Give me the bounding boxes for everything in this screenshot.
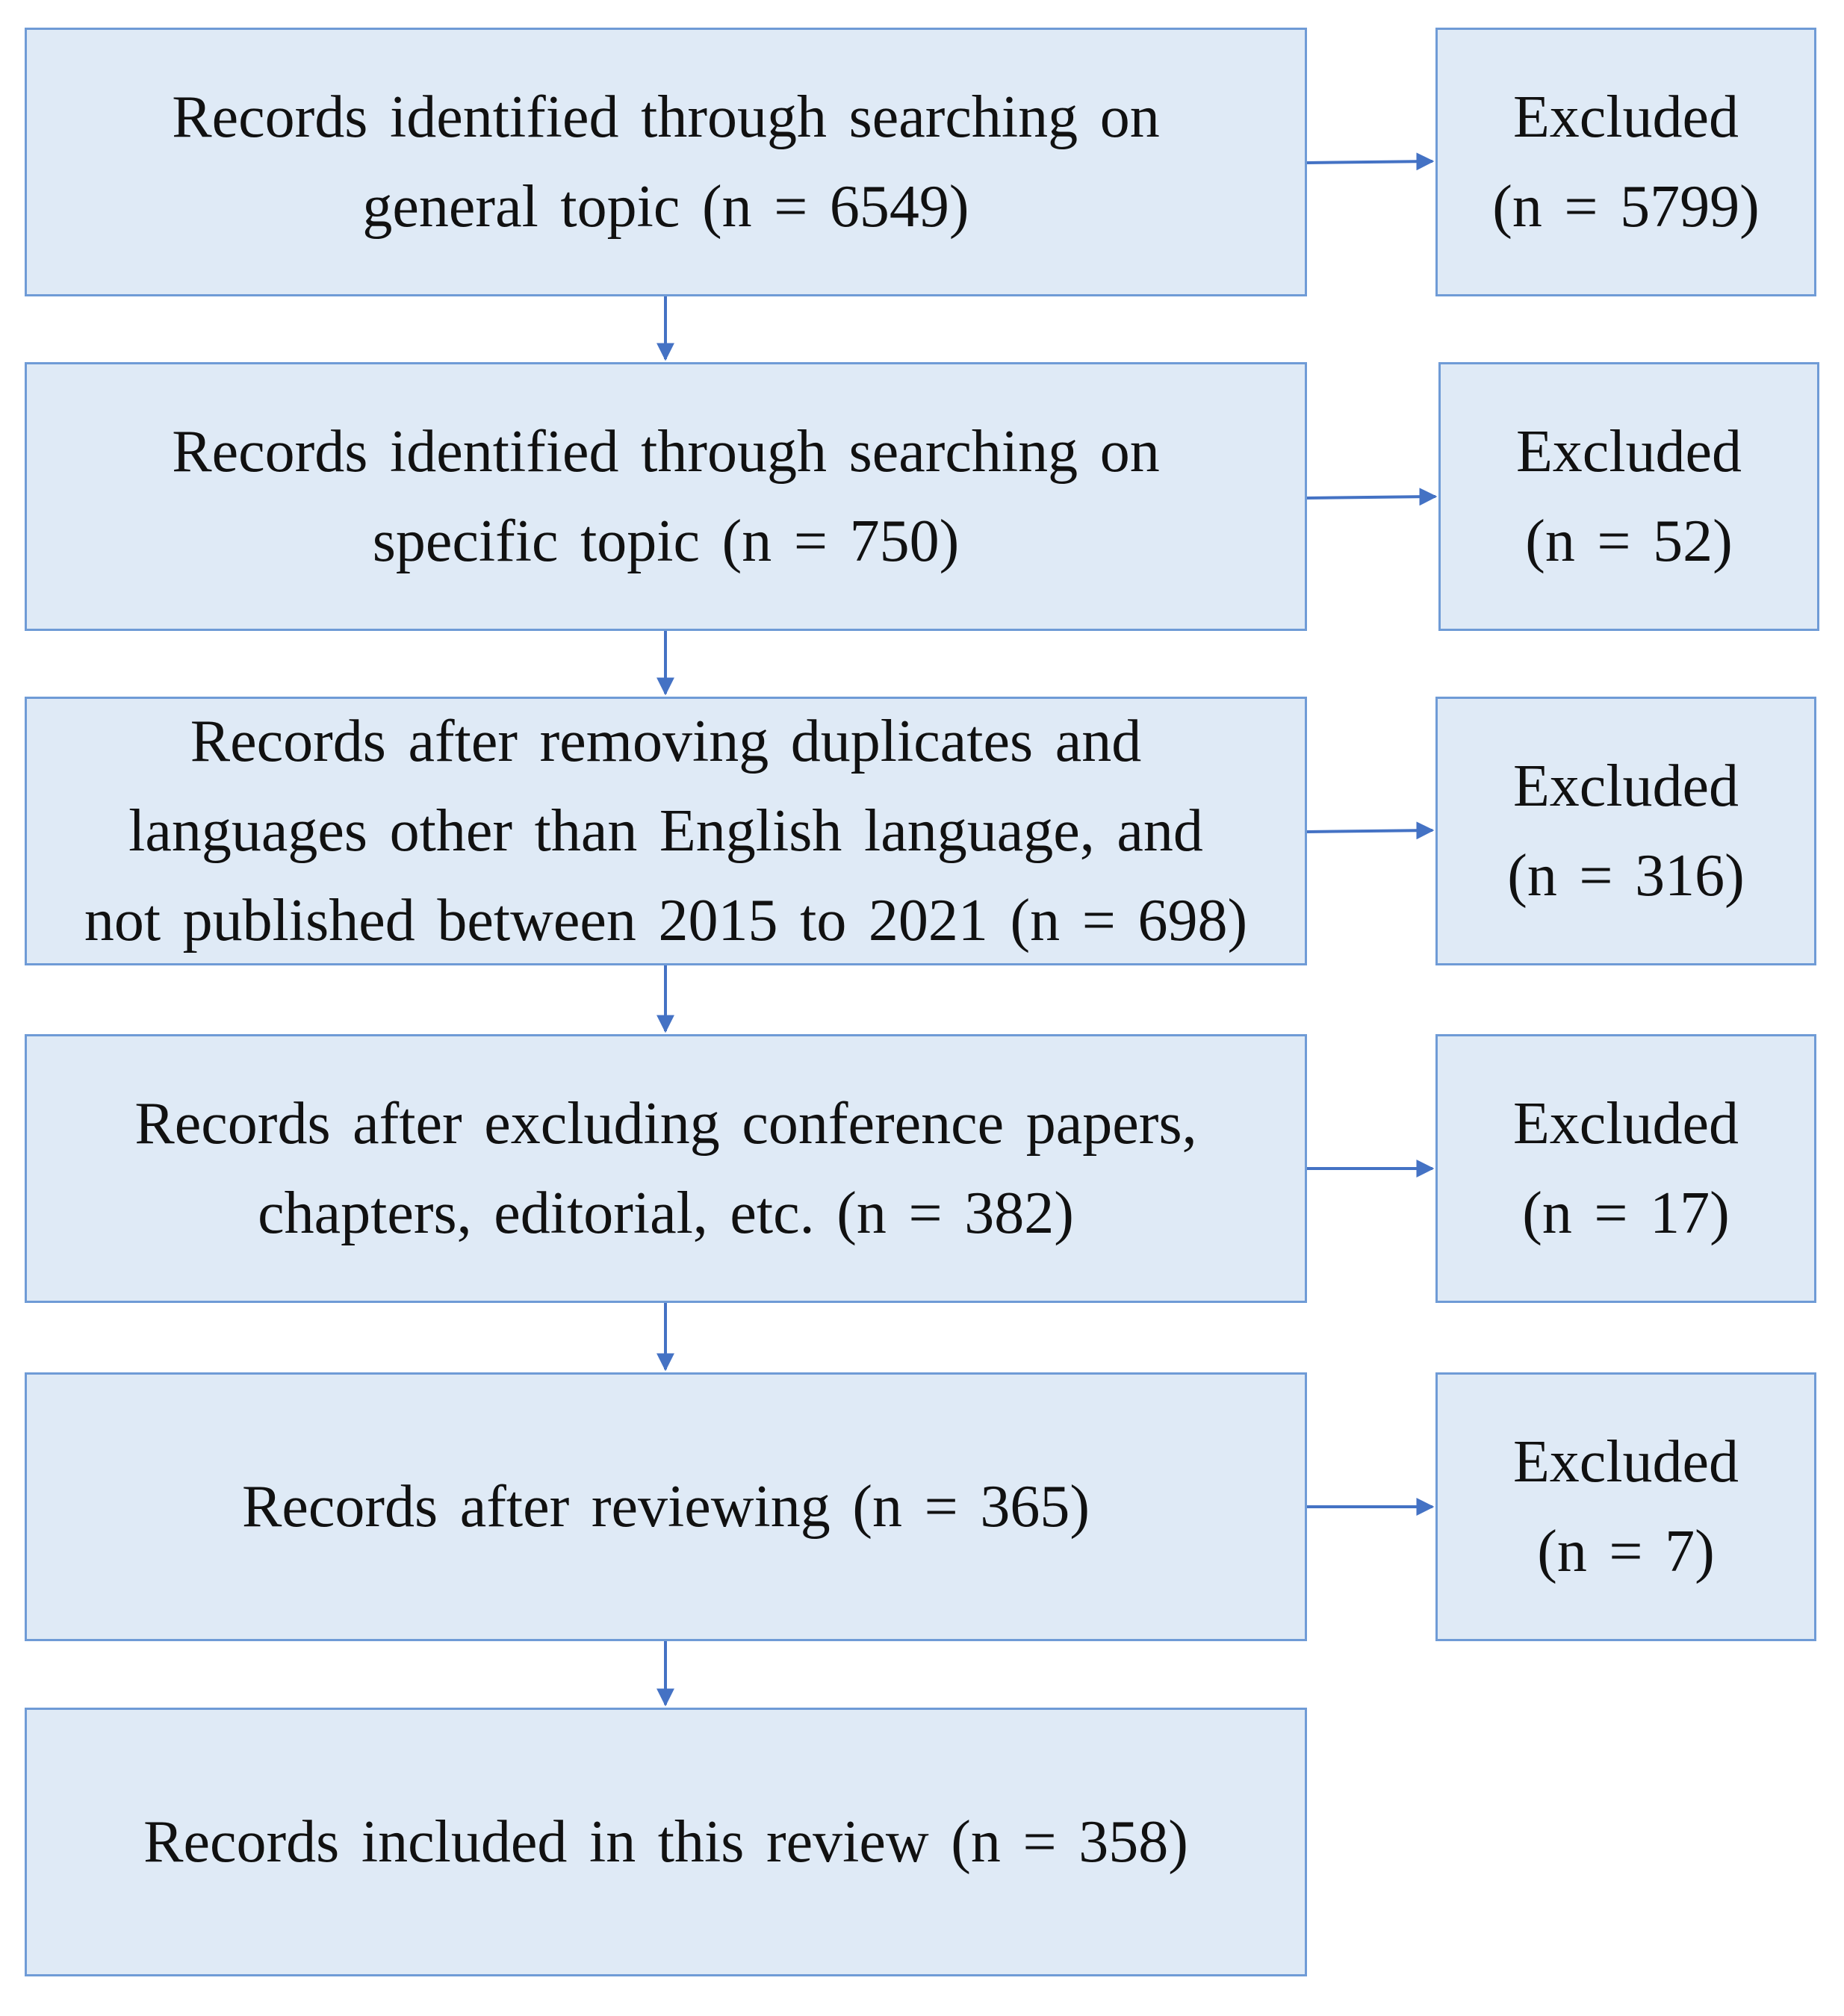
- excluded-box-2: [1438, 362, 1819, 631]
- step-text: Records after excluding conference papers, chapters, editorial, etc. (n = 382): [134, 1091, 1197, 1246]
- excluded-text: Excluded (n = 316): [1507, 753, 1745, 909]
- step-text: Records identified through searching on general topic (n = 6549): [172, 84, 1160, 240]
- excluded-box-3: [1435, 697, 1816, 965]
- step-text: Records after removing duplicates and languages other than English language, and not published between 2015 to 2021 (n = 698): [84, 709, 1248, 953]
- step-box-remove-duplicates: [25, 697, 1307, 965]
- excluded-box-4: [1435, 1034, 1816, 1303]
- excluded-text: Excluded (n = 52): [1515, 419, 1742, 574]
- step-box-general-topic: [25, 28, 1307, 296]
- step-box-included: [25, 1708, 1307, 1976]
- right-arrow-2: [1307, 497, 1435, 498]
- right-arrow-3: [1307, 830, 1432, 832]
- step-text: Records identified through searching on specific topic (n = 750): [172, 419, 1160, 574]
- step-box-specific-topic: [25, 362, 1307, 631]
- step-box-exclude-conference: [25, 1034, 1307, 1303]
- step-text: Records included in this review (n = 358): [143, 1809, 1188, 1875]
- step-text: Records after reviewing (n = 365): [242, 1474, 1090, 1540]
- excluded-box-5: [1435, 1372, 1816, 1641]
- excluded-text: Excluded (n = 17): [1512, 1091, 1739, 1246]
- excluded-box-1: [1435, 28, 1816, 296]
- excluded-text: Excluded (n = 7): [1512, 1429, 1739, 1584]
- excluded-text: Excluded (n = 5799): [1492, 84, 1760, 240]
- right-arrow-1: [1307, 161, 1432, 163]
- step-box-after-reviewing: [25, 1372, 1307, 1641]
